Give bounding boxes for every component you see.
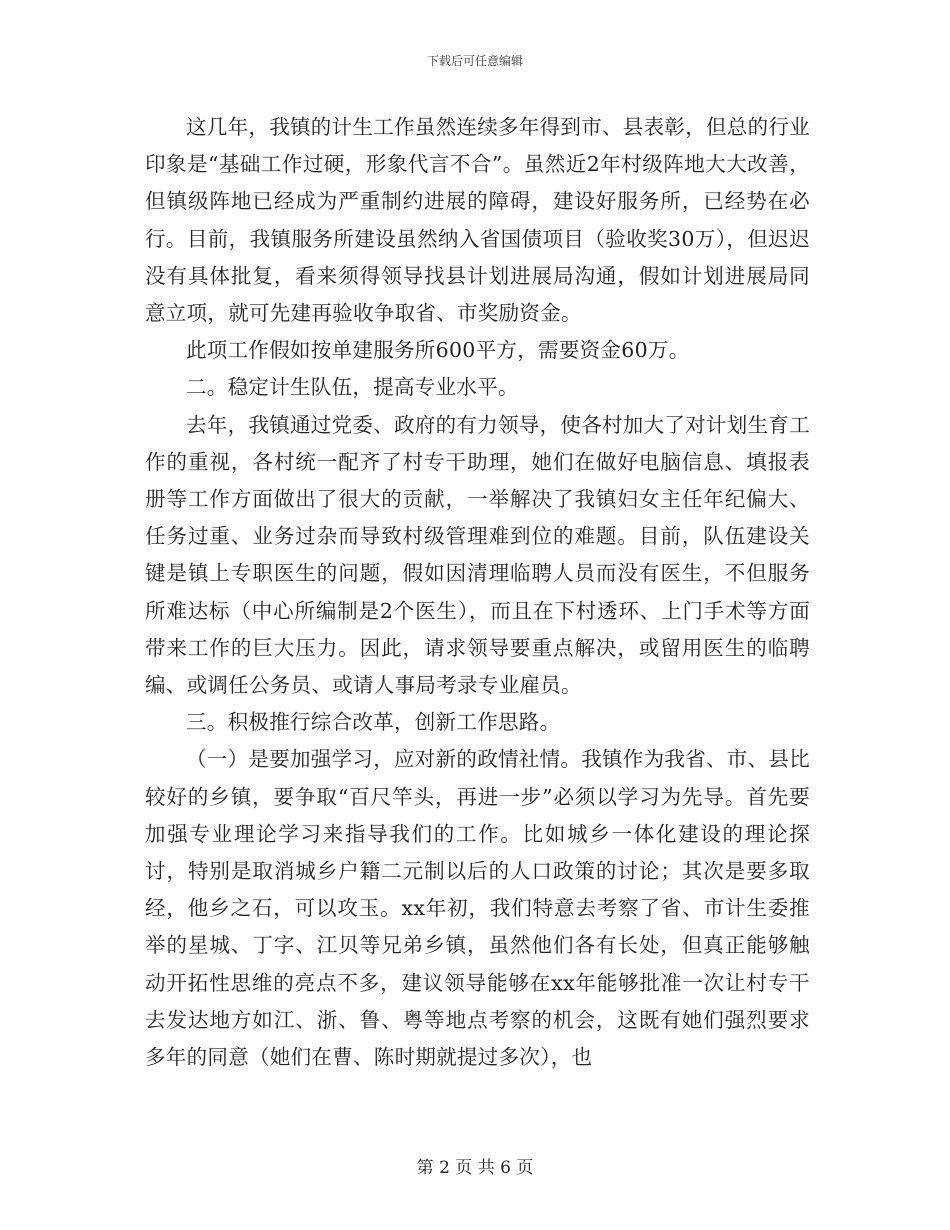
section-heading: 三。积极推行综合改革，创新工作思路。 (186, 710, 561, 735)
footer-suffix: 页 (516, 1158, 534, 1178)
paragraph: 去年，我镇通过党委、政府的有力领导，使各村加大了对计划生育工作的重视，各村统一配齐了村专干助理，她们在做好电脑信息、填报表册等工作方面做出了很大的贡献，一举解决了我镇妇女主任年纪偏大、任务过重、业务过杂而导致村级管理难到位的难题。目前，队伍建设关键是镇上专职医生的问题，假如因清理临聘人员而没有医生，不但服务所难达标（中心所编制是2个医生），而且在下村透环、上门手术等方面带来工作的巨大压力。因此，请求领导要重点解决，或留用医生的临聘编、或调任公务员、或请人事局考录专业雇员。 (145, 412, 810, 698)
document-body (145, 109, 810, 1076)
page-header: 下载后可任意编辑 (426, 54, 523, 68)
paragraph: 这几年，我镇的计生工作虽然连续多年得到市、县表彰，但总的行业印象是“基础工作过硬，形象代言不合”。虽然近2年村级阵地大大改善，但镇级阵地已经成为严重制约进展的障碍，建设好服务所，已经势在必行。目前，我镇服务所建设虽然纳入省国债项目（验收奖30万），但迟迟没有具体批复，看来须得领导找县计划进展局沟通，假如计划进展局同意立项，就可先建再验收争取省、市奖励资金。 (145, 115, 810, 326)
footer-prefix: 第 (416, 1158, 434, 1178)
paragraph: （一）是要加强学习，应对新的政情社情。我镇作为我省、市、县比较好的乡镇，要争取“百尺竿头，再进一步”必须以学习为先导。首先要加强专业理论学习来指导我们的工作。比如城乡一体化建设的理论探讨，特别是取消城乡户籍二元制以后的人口政策的讨论；其次是要多取经，他乡之石，可以攻玉。xx年初，我们特意去考察了省、市计生委推举的星城、丁字、江贝等兄弟乡镇，虽然他们各有长处，但真正能够触动开拓性思维的亮点不多，建议领导能够在xx年能够批准一次让村专干去发达地方如江、浙、鲁、粤等地点考察的机会，这既有她们强烈要求多年的同意（她们在曹、陈时期就提过多次），也 (145, 747, 810, 1070)
page-footer (0, 1153, 950, 1178)
paragraph: 此项工作假如按单建服务所600平方，需要资金60万。 (186, 338, 690, 363)
section-heading: 二。稳定计生队伍，提高专业水平。 (186, 375, 519, 400)
total-pages-number: 6 (500, 1158, 511, 1178)
footer-mid: 页 共 (455, 1158, 495, 1178)
current-page-number: 2 (439, 1158, 450, 1178)
